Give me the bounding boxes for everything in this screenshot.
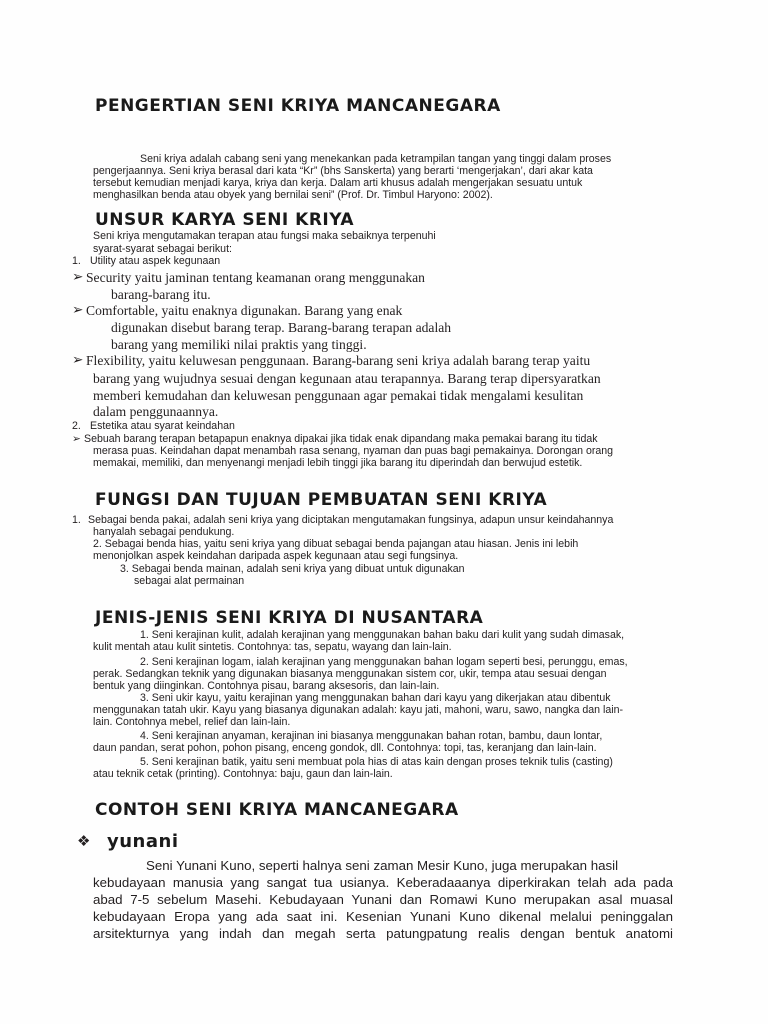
paragraph-line: 2. Seni kerajinan logam, ialah kerajinan yang menggunakan bahan logam seperti besi, perunggu, emas, — [140, 656, 628, 668]
paragraph-line: pengerjaannya. Seni kriya berasal dari kata “Kr” (bhs Sanskerta) yang berarti ‘mengerjakan’, dari akar kata — [93, 165, 593, 177]
paragraph-line: kulit mentah atau kulit sintetis. Contohnya: tas, sepatu, wayang dan lain-lain. — [93, 641, 452, 653]
list-number: 1. — [72, 514, 81, 526]
paragraph-line: lain. Contohnya mebel, relief dan lain-lain. — [93, 716, 291, 728]
paragraph-line: perak. Sedangkan teknik yang digunakan biasanya menggunakan sistem cor, ukir, tempa atau sesuai dengan — [93, 668, 607, 680]
heading-pengertian: PENGERTIAN SENI KRIYA MANCANEGARA — [95, 96, 501, 116]
bullet-flexibility: Flexibility, yaitu keluwesan penggunaan. Barang-barang seni kriya adalah barang terap yaitu — [86, 353, 591, 368]
paragraph-line: 3. Seni ukir kayu, yaitu kerajinan yang menggunakan bahan dari kayu yang dikerjakan atau dibentuk — [140, 692, 611, 704]
bullet-line: barang yang memiliki nilai praktis yang tinggi. — [111, 337, 367, 352]
paragraph-line: abad 7-5 sebelum Masehi. Kebudayaan Yunani dan Romawi Kuno merupakan asal muasal — [93, 892, 673, 907]
paragraph-line: menghasilkan benda atau obyek yang bernilai seni” (Prof. Dr. Timbul Haryono: 2002). — [93, 189, 493, 201]
intro-line: Seni kriya mengutamakan terapan atau fungsi maka sebaiknya terpenuhi — [93, 230, 436, 242]
list-item-line: sebagai alat permainan — [134, 575, 245, 587]
bullet-security: Security yaitu jaminan tentang keamanan orang menggunakan — [86, 270, 425, 285]
paragraph-line: kebudayaan Eropa yang ada saat ini. Kesenian Yunani Kuno dikenal melalui peninggalan — [93, 909, 673, 924]
diamond-bullet-icon: ❖ — [77, 832, 91, 850]
bullet-line: memakai, memiliki, dan menyenangi menjadi lebih tinggi jika barang itu diperindah dan berwujud estetik. — [93, 457, 583, 469]
list-item-benda-pakai: Sebagai benda pakai, adalah seni kriya yang diciptakan mengutamakan fungsinya, adapun unsur keindahannya — [88, 514, 614, 526]
paragraph-line: 4. Seni kerajinan anyaman, kerajinan ini biasanya menggunakan bahan rotan, bambu, daun lontar, — [140, 730, 603, 742]
paragraph-line: arsitekturnya yang indah dan megah serta patungpatung realis dengan bentuk anatomi — [93, 926, 673, 941]
paragraph-line: 1. Seni kerajinan kulit, adalah kerajinan yang menggunakan bahan baku dari kulit yang sudah dimasak, — [140, 629, 625, 641]
paragraph-line: 5. Seni kerajinan batik, yaitu seni membuat pola hias di atas kain dengan proses teknik tulis (casting) — [140, 756, 613, 768]
heading-contoh: CONTOH SENI KRIYA MANCANEGARA — [95, 800, 459, 820]
paragraph-line: daun pandan, serat pohon, pohon pisang, enceng gondok, dll. Contohnya: topi, tas, keranjang dan lain-lain. — [93, 742, 597, 754]
arrow-bullet-icon: ➢ — [72, 269, 84, 285]
bullet-line: digunakan disebut barang terap. Barang-barang terapan adalah — [111, 320, 452, 335]
list-number: 1. — [72, 255, 81, 267]
heading-unsur: UNSUR KARYA SENI KRIYA — [95, 210, 355, 230]
subheading-yunani: yunani — [107, 831, 179, 852]
bullet-line: barang-barang itu. — [111, 287, 211, 302]
intro-line: syarat-syarat sebagai berikut: — [93, 243, 232, 255]
bullet-line: merasa puas. Keindahan dapat menambah rasa senang, nyaman dan puas bagi pemakainya. Dorongan orang — [93, 445, 614, 457]
list-item-utility: Utility atau aspek kegunaan — [90, 255, 221, 267]
paragraph-line: kebudayaan manusia yang sangat tua usianya. Keberadaaanya diperkirakan telah ada pada — [93, 875, 673, 890]
bullet-comfortable: Comfortable, yaitu enaknya digunakan. Barang yang enak — [86, 303, 403, 318]
bullet-line: dalam penggunaannya. — [93, 404, 219, 419]
list-item-line: menonjolkan aspek keindahan daripada aspek kegunaan atau segi fungsinya. — [93, 550, 459, 562]
arrow-bullet-icon: ➢ — [72, 302, 84, 318]
paragraph-line: Seni Yunani Kuno, seperti halnya seni zaman Mesir Kuno, juga merupakan hasil — [146, 858, 619, 873]
arrow-bullet-icon: ➢ — [72, 352, 84, 368]
list-item-line: hanyalah sebagai pendukung. — [93, 526, 235, 538]
list-item-benda-mainan: 3. Sebagai benda mainan, adalah seni kriya yang dibuat untuk digunakan — [120, 563, 465, 575]
bullet-line: memberi kemudahan dan keluwesan penggunaan agar pemakai tidak mengalami kesulitan — [93, 388, 584, 403]
paragraph-line: tersebut kemudian menjadi karya, kriya dan kerja. Dalam arti khusus adalah mengerjakan sesuatu untuk — [93, 177, 583, 189]
arrow-bullet-icon: ➢ — [72, 433, 81, 445]
heading-jenis: JENIS-JENIS SENI KRIYA DI NUSANTARA — [95, 608, 484, 628]
list-item-estetika: Estetika atau syarat keindahan — [90, 420, 235, 432]
paragraph-line: Seni kriya adalah cabang seni yang menekankan pada ketrampilan tangan yang tinggi dalam proses — [140, 153, 612, 165]
paragraph-line: bentuk yang diinginkan. Contohnya pisau, barang aksesoris, dan lain-lain. — [93, 680, 440, 692]
heading-fungsi: FUNGSI DAN TUJUAN PEMBUATAN SENI KRIYA — [95, 490, 548, 510]
list-number: 2. — [72, 420, 81, 432]
paragraph-line: menggunakan tatah ukir. Kayu yang biasanya digunakan adalah: kayu jati, mahoni, waru, sawo, nangka dan lain- — [93, 704, 624, 716]
paragraph-line: atau teknik cetak (printing). Contohnya: baju, gaun dan lain-lain. — [93, 768, 393, 780]
bullet-estetika: Sebuah barang terapan betapapun enaknya dipakai jika tidak enak dipandang maka pemakai barang itu tidak — [84, 433, 598, 445]
bullet-line: barang yang wujudnya sesuai dengan kegunaan atau terapannya. Barang terap dipersyaratkan — [93, 371, 601, 386]
list-item-benda-hias: 2. Sebagai benda hias, yaitu seni kriya yang dibuat sebagai benda pajangan atau hiasan. Jenis ini lebih — [93, 538, 579, 550]
